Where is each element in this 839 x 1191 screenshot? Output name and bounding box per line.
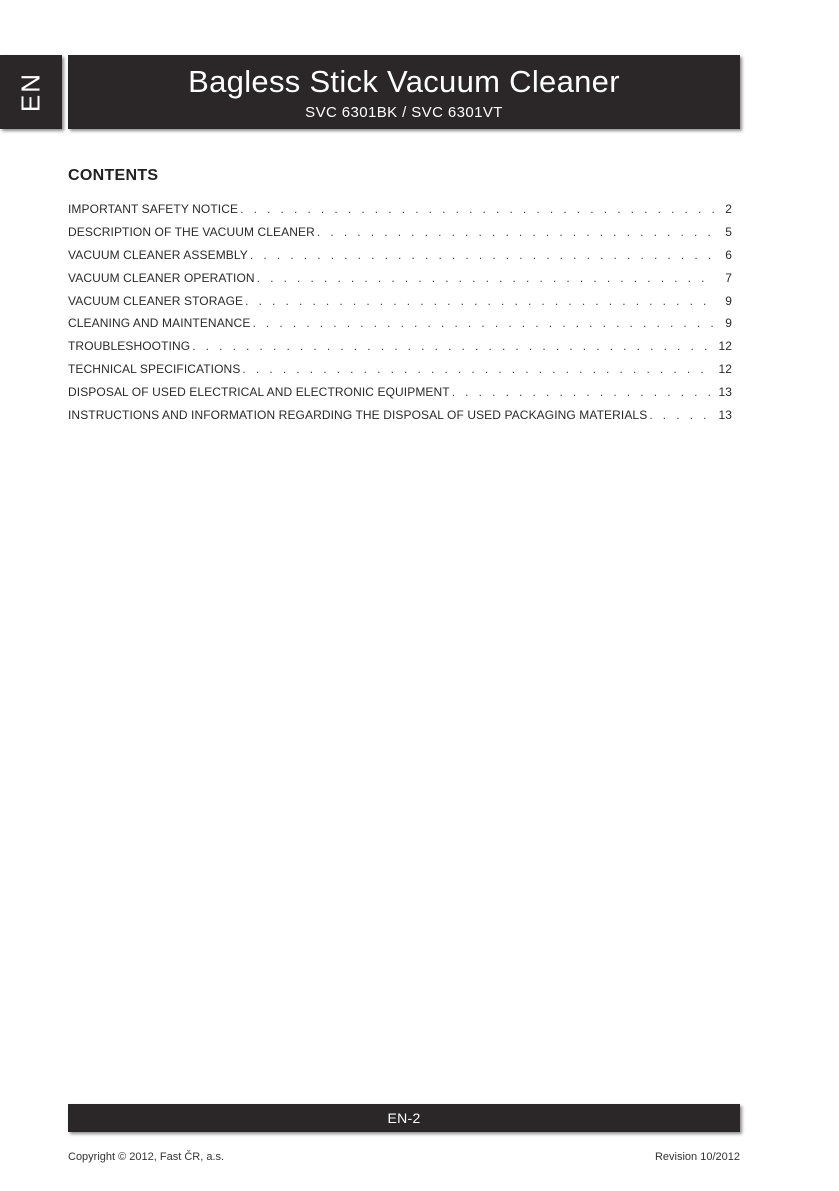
toc-entry-safety-notice[interactable] [68,202,732,225]
toc-entry-page: 12 [718,339,732,354]
toc-entry-title: VACUUM CLEANER OPERATION [68,270,255,285]
dot-leader [649,408,714,422]
title-banner [68,55,740,129]
toc-entry-title: TECHNICAL SPECIFICATIONS [68,362,241,377]
dot-leader [250,248,714,262]
toc-entry-title: TROUBLESHOOTING [68,339,191,354]
page-number-bar [68,1104,740,1132]
model-numbers: SVC 6301BK / SVC 6301VT [305,104,503,121]
language-tab-label: EN [15,71,46,113]
toc-entry-operation[interactable] [68,271,732,294]
dot-leader [452,385,714,399]
copyright-notice: Copyright © 2012, Fast ČR, a.s. [68,1151,225,1163]
toc-entry-page: 9 [725,293,732,308]
toc-entry-page: 13 [718,385,732,400]
toc-entry-cleaning[interactable] [68,316,732,339]
dot-leader [192,339,714,353]
toc-entry-page: 7 [725,270,732,285]
toc-entry-weee-disposal[interactable] [68,385,732,408]
toc-entry-title: INSTRUCTIONS AND INFORMATION REGARDING THE DISPOSAL OF USED PACKAGING MATERIALS [68,408,648,423]
page-number: EN-2 [387,1110,421,1126]
toc-entry-page: 2 [725,202,732,216]
toc-entry-page: 13 [718,408,732,423]
language-tab [0,55,62,129]
document-title: Bagless Stick Vacuum Cleaner [188,64,620,99]
toc-entry-title: DESCRIPTION OF THE VACUUM CLEANER [68,224,315,239]
revision-label: Revision 10/2012 [654,1151,740,1163]
toc-entry-page: 9 [725,316,732,331]
table-of-contents [68,202,732,431]
dot-leader [257,271,714,285]
toc-entry-page: 12 [718,362,732,377]
toc-entry-storage[interactable] [68,294,732,317]
toc-entry-page: 6 [725,247,732,262]
contents-heading: CONTENTS [68,167,159,184]
toc-entry-title: CLEANING AND MAINTENANCE [68,316,251,331]
toc-entry-specifications[interactable] [68,362,732,385]
toc-entry-troubleshooting[interactable] [68,339,732,362]
toc-entry-description[interactable] [68,225,732,248]
dot-leader [317,225,714,239]
toc-entry-packaging-disposal[interactable] [68,408,732,431]
dot-leader [242,362,714,376]
dot-leader [252,316,714,330]
toc-entry-page: 5 [725,224,732,239]
toc-entry-assembly[interactable] [68,248,732,271]
dot-leader [245,294,714,308]
dot-leader [240,202,714,216]
toc-entry-title: IMPORTANT SAFETY NOTICE [68,202,239,216]
toc-entry-title: DISPOSAL OF USED ELECTRICAL AND ELECTRONIC EQUIPMENT [68,385,450,400]
toc-entry-title: VACUUM CLEANER ASSEMBLY [68,247,248,262]
toc-entry-title: VACUUM CLEANER STORAGE [68,293,244,308]
